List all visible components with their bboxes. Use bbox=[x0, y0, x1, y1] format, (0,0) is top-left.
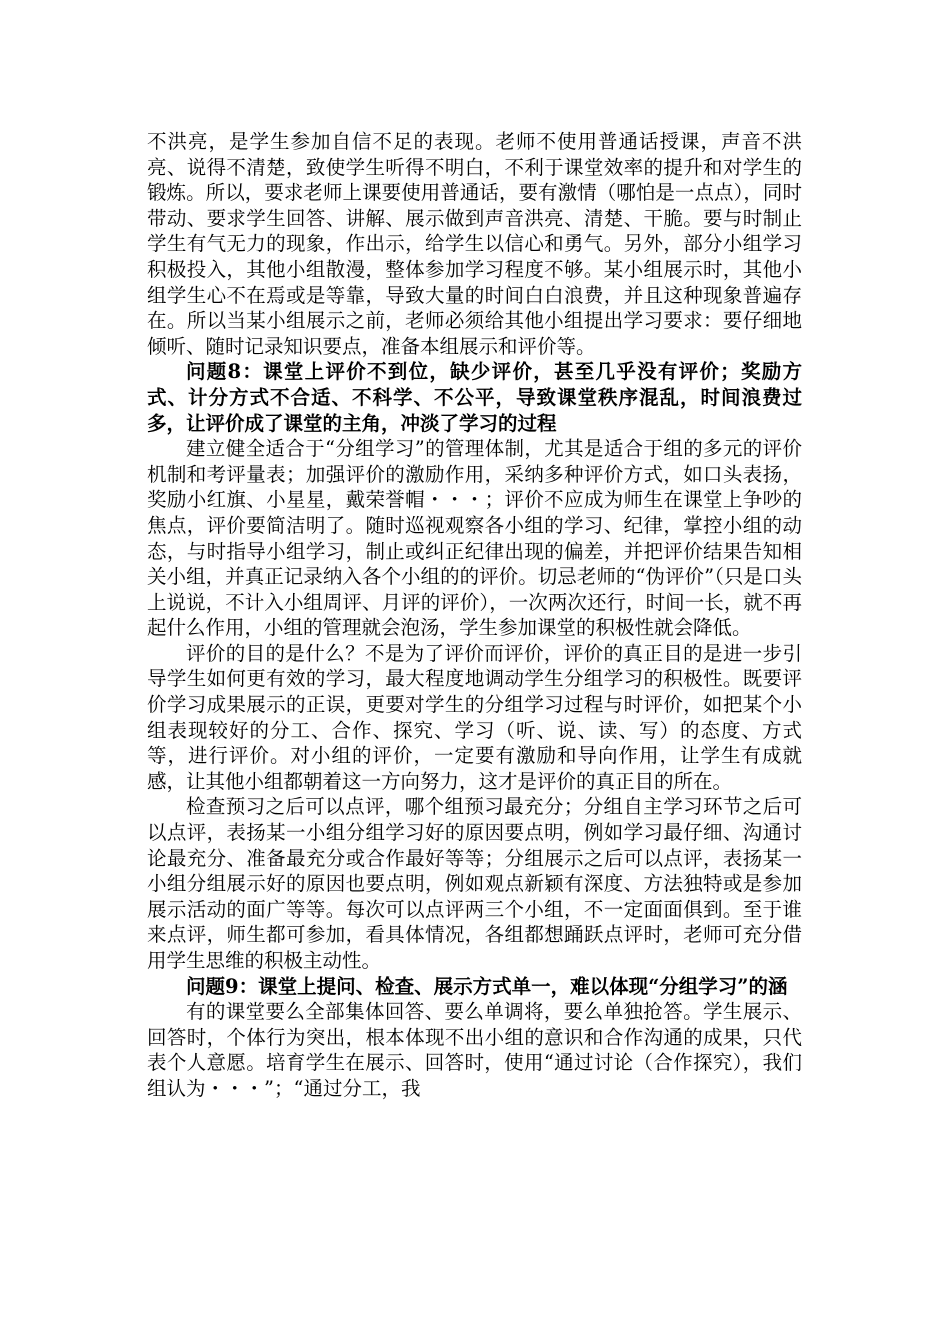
body-paragraph-evaluation-purpose: 评价的目的是什么？不是为了评价而评价，评价的真正目的是进一步引导学生如何更有效的学习，最大程度地调动学生分组学习的积极性。既要评价学习成果展示的正误，更要对学生的分组学习过程与时评价，如把某个小组表现较好的分工、合作、探究、学习（听、说、读、写）的态度、方式等，进行评价。对小组的评价，一定要有激励和导向作用，让学生有成就感，让其他小组都朝着这一方向努力，这才是评价的真正目的所在。 bbox=[147, 641, 802, 793]
body-paragraph-continued: 不洪亮，是学生参加自信不足的表现。老师不使用普通话授课，声音不洪亮、说得不清楚，致使学生听得不明白，不利于课堂效率的提升和对学生的锻炼。所以，要求老师上课要使用普通话，要有激情（哪怕是一点点），同时带动、要求学生回答、讲解、展示做到声音洪亮、清楚、干脆。要与时制止学生有气无力的现象，作出示，给学生以信心和勇气。另外，部分小组学习积极投入，其他小组散漫，整体参加学习程度不够。某小组展示时，其他小组学生心不在焉或是等靠，导致大量的时间白白浪费，并且这种现象普遍存在。所以当某小组展示之前，老师必须给其他小组提出学习要求：要仔细地倾听、随时记录知识要点，准备本组展示和评价等。 bbox=[147, 130, 802, 358]
body-paragraph-answer-methods: 有的课堂要么全部集体回答、要么单调将，要么单独抢答。学生展示、回答时，个体行为突出，根本体现不出小组的意识和合作沟通的成果，只代表个人意愿。培育学生在展示、回答时，使用“通过讨论（合作探究），我们组认为・・・”；“通过分工，我 bbox=[147, 1000, 802, 1100]
section-heading-problem-8: 问题8：课堂上评价不到位，缺少评价，甚至几乎没有评价；奖励方式、计分方式不合适、不科学、不公平，导致课堂秩序混乱，时间浪费过多，让评价成了课堂的主角，冲淡了学习的过程 bbox=[147, 360, 802, 435]
body-paragraph-evaluation-timing: 检查预习之后可以点评，哪个组预习最充分；分组自主学习环节之后可以点评，表扬某一小组分组学习好的原因要点明，例如学习最仔细、沟通讨论最充分、准备最充分或合作最好等等；分组展示之后可以点评，表扬某一小组分组展示好的原因也要点明，例如观点新颖有深度、方法独特或是参加展示活动的面广等等。每次可以点评两三个小组，不一定面面俱到。至于谁来点评，师生都可参加，看具体情况，各组都想踊跃点评时，老师可充分借用学生思维的积极主动性。 bbox=[147, 795, 802, 972]
section-heading-problem-9: 问题9：课堂上提问、检查、展示方式单一，难以体现“分组学习”的涵 bbox=[186, 974, 788, 998]
body-paragraph-evaluation-system: 建立健全适合于“分组学习”的管理体制，尤其是适合于组的多元的评价机制和考评量表；加强评价的激励作用，采纳多种评价方式，如口头表扬，奖励小红旗、小星星，戴荣誉帽・・・；评价不应成为师生在课堂上争吵的焦点，评价要简洁明了。随时巡视观察各小组的学习、纪律，掌控小组的动态，与时指导小组学习，制止或纠正纪律出现的偏差，并把评价结果告知相关小组，并真正记录纳入各个小组的的评价。切忌老师的“伪评价”（只是口头上说说，不计入小组周评、月评的评价），一次两次还行，时间一长，就不再起什么作用，小组的管理就会泡汤，学生参加课堂的积极性就会降低。 bbox=[147, 437, 802, 640]
